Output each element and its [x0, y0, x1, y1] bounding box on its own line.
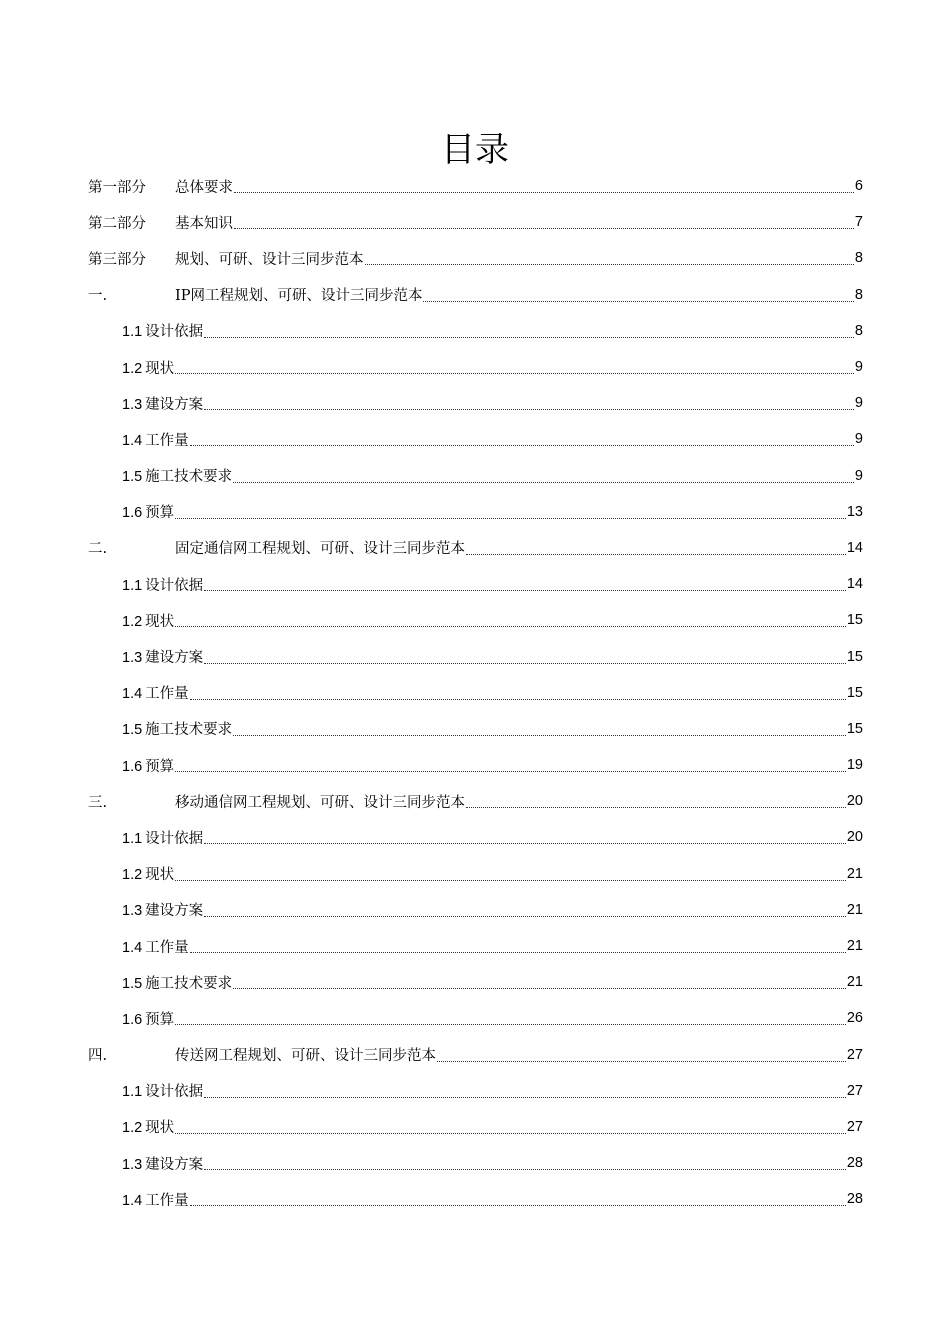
toc-page-number: 21 — [846, 901, 863, 918]
toc-page-number: 9 — [854, 395, 863, 412]
toc-entry-label — [122, 718, 232, 739]
toc-entry[interactable] — [88, 530, 863, 566]
toc-entry-label — [122, 429, 189, 450]
toc-page-number: 15 — [846, 648, 863, 665]
toc-entry-number: 1.3 — [122, 1156, 143, 1173]
toc-entry-text: 建设方案 — [145, 650, 204, 667]
toc-entry-text: 总体要求 — [175, 179, 233, 196]
toc-entry-text: 施工技术要求 — [145, 975, 233, 992]
toc-leader-dots — [204, 589, 846, 591]
toc-leader-dots — [190, 698, 846, 700]
toc-entry-number: 1.4 — [122, 432, 143, 449]
toc-entry-number: 1.6 — [122, 505, 143, 522]
toc-page-number: 15 — [846, 612, 863, 629]
toc-entry-text: 工作量 — [145, 686, 189, 703]
toc-entry-text: 预算 — [145, 505, 175, 522]
toc-page-number: 27 — [846, 1046, 863, 1063]
toc-page-number: 26 — [846, 1010, 863, 1027]
toc-entry[interactable] — [88, 1109, 863, 1145]
toc-entry-number: 一. — [88, 288, 108, 305]
toc-page-number: 20 — [846, 829, 863, 846]
toc-entry[interactable] — [88, 385, 863, 421]
toc-entry[interactable] — [88, 566, 863, 602]
toc-entry-number: 第二部分 — [88, 215, 146, 232]
toc-leader-dots — [233, 987, 846, 989]
toc-entry-text: 工作量 — [145, 939, 189, 956]
toc-leader-dots — [175, 625, 846, 627]
toc-entry-text: 设计依据 — [145, 577, 204, 594]
toc-entry-number: 1.6 — [122, 758, 143, 775]
toc-entry-number: 二. — [88, 541, 108, 558]
toc-entry-text: 基本知识 — [175, 215, 233, 232]
toc-entry-number: 1.1 — [122, 830, 143, 847]
toc-leader-dots — [437, 1060, 846, 1062]
toc-page-number: 9 — [854, 359, 863, 376]
toc-entry[interactable] — [88, 204, 863, 240]
toc-entry[interactable] — [88, 1073, 863, 1109]
toc-leader-dots — [204, 662, 846, 664]
toc-entry-label — [122, 1080, 203, 1101]
toc-entry[interactable] — [88, 856, 863, 892]
toc-entry-number: 1.6 — [122, 1011, 143, 1028]
toc-entry-number: 1.3 — [122, 396, 143, 413]
toc-entry-label — [122, 682, 189, 703]
toc-page-number: 20 — [846, 793, 863, 810]
toc-entry-text: 固定通信网工程规划、可研、设计三同步范本 — [175, 541, 465, 558]
toc-entry[interactable] — [88, 1037, 863, 1073]
toc-page-number: 6 — [854, 178, 863, 195]
toc-leader-dots — [204, 1168, 846, 1170]
toc-leader-dots — [204, 1096, 846, 1098]
toc-page-number: 19 — [846, 757, 863, 774]
toc-leader-dots — [466, 806, 846, 808]
toc-leader-dots — [234, 227, 854, 229]
toc-entry[interactable] — [88, 783, 863, 819]
toc-entry-text: 设计依据 — [145, 830, 204, 847]
toc-entry-label — [122, 1189, 189, 1210]
toc-entry-number: 1.5 — [122, 975, 143, 992]
toc-entry[interactable] — [88, 1181, 863, 1217]
toc-leader-dots — [175, 770, 846, 772]
toc-entry-text: 预算 — [145, 758, 175, 775]
toc-leader-dots — [466, 553, 846, 555]
toc-page-number: 28 — [846, 1191, 863, 1208]
toc-entry[interactable] — [88, 1145, 863, 1181]
toc-leader-dots — [204, 915, 846, 917]
toc-entry-text: 设计依据 — [145, 1084, 204, 1101]
toc-entry[interactable] — [88, 819, 863, 855]
toc-leader-dots — [175, 517, 846, 519]
toc-entry-label — [122, 393, 203, 414]
toc-title: 目录 — [441, 130, 509, 170]
toc-entry-text: 现状 — [145, 360, 175, 377]
toc-entry[interactable] — [88, 349, 863, 385]
toc-entry[interactable] — [88, 675, 863, 711]
toc-entry-text: 预算 — [145, 1011, 175, 1028]
toc-entry[interactable] — [88, 928, 863, 964]
toc-entry-label — [122, 501, 174, 522]
toc-entry-label — [122, 357, 174, 378]
toc-entry-label — [88, 248, 364, 269]
toc-page-number: 28 — [846, 1155, 863, 1172]
toc-entry-number: 1.4 — [122, 1192, 143, 1209]
toc-entry-text: 施工技术要求 — [145, 722, 233, 739]
toc-entry-label — [122, 972, 232, 993]
toc-entry-number: 1.2 — [122, 613, 143, 630]
toc-entry[interactable] — [88, 240, 863, 276]
toc-entry-number: 1.5 — [122, 469, 143, 486]
toc-entry-number: 1.2 — [122, 1120, 143, 1137]
toc-leader-dots — [175, 879, 846, 881]
toc-entry[interactable] — [88, 1000, 863, 1036]
toc-page-number: 9 — [854, 467, 863, 484]
toc-entry-number: 1.2 — [122, 360, 143, 377]
toc-entry-label — [122, 610, 174, 631]
toc-entry-text: 工作量 — [145, 432, 189, 449]
toc-leader-dots — [190, 951, 846, 953]
toc-page-number: 27 — [846, 1082, 863, 1099]
toc-entry-text: 传送网工程规划、可研、设计三同步范本 — [175, 1048, 436, 1065]
toc-leader-dots — [175, 1023, 846, 1025]
toc-entry-label — [122, 899, 203, 920]
toc-entry-label — [88, 791, 465, 812]
toc-entry-label — [122, 465, 232, 486]
toc-entry[interactable] — [88, 458, 863, 494]
toc-entry[interactable] — [88, 638, 863, 674]
toc-entry-number: 1.4 — [122, 939, 143, 956]
toc-entry-text: 建设方案 — [145, 903, 204, 920]
toc-entry-label — [88, 537, 465, 558]
toc-entry-label — [122, 574, 203, 595]
toc-entry-label — [122, 320, 203, 341]
toc-entry-number: 三. — [88, 794, 108, 811]
toc-leader-dots — [175, 1132, 846, 1134]
toc-entry-label — [122, 1153, 203, 1174]
toc-page-number: 8 — [854, 322, 863, 339]
toc-entry-text: 建设方案 — [145, 396, 204, 413]
table-of-contents — [88, 168, 863, 1217]
toc-leader-dots — [175, 372, 854, 374]
toc-page-number: 14 — [846, 539, 863, 556]
toc-entry-text: 现状 — [145, 867, 175, 884]
toc-entry[interactable] — [88, 747, 863, 783]
toc-entry-label — [122, 1116, 174, 1137]
toc-page-number: 21 — [846, 974, 863, 991]
toc-entry-text: 设计依据 — [145, 324, 204, 341]
toc-entry-number: 1.3 — [122, 903, 143, 920]
toc-entry-text: 建设方案 — [145, 1156, 204, 1173]
toc-entry-text: 施工技术要求 — [145, 469, 233, 486]
toc-leader-dots — [233, 734, 846, 736]
toc-entry-text: 现状 — [145, 1120, 175, 1137]
toc-entry[interactable] — [88, 168, 863, 204]
toc-entry-label — [88, 176, 233, 197]
toc-entry-label — [122, 1008, 174, 1029]
toc-page-number: 7 — [854, 214, 863, 231]
toc-page-number: 15 — [846, 720, 863, 737]
toc-entry-text: 移动通信网工程规划、可研、设计三同步范本 — [175, 794, 465, 811]
toc-entry-number: 四. — [88, 1048, 108, 1065]
toc-entry[interactable] — [88, 892, 863, 928]
toc-page-number: 8 — [854, 250, 863, 267]
toc-entry-label — [122, 827, 203, 848]
toc-entry-number: 1.1 — [122, 577, 143, 594]
toc-entry-number: 1.3 — [122, 650, 143, 667]
toc-entry-label — [122, 755, 174, 776]
toc-entry-number: 1.4 — [122, 686, 143, 703]
toc-entry-number: 1.1 — [122, 1084, 143, 1101]
toc-entry[interactable] — [88, 313, 863, 349]
toc-entry-number: 1.5 — [122, 722, 143, 739]
toc-entry[interactable] — [88, 964, 863, 1000]
toc-leader-dots — [204, 408, 854, 410]
toc-entry[interactable] — [88, 711, 863, 747]
toc-leader-dots — [204, 336, 854, 338]
toc-entry-number: 1.1 — [122, 324, 143, 341]
toc-leader-dots — [423, 300, 853, 302]
toc-leader-dots — [190, 1204, 846, 1206]
toc-page-number: 27 — [846, 1118, 863, 1135]
toc-entry-label — [122, 863, 174, 884]
toc-page-number: 15 — [846, 684, 863, 701]
toc-entry-text: 工作量 — [145, 1192, 189, 1209]
toc-entry[interactable] — [88, 602, 863, 638]
toc-entry-label — [88, 1044, 436, 1065]
toc-page-number: 13 — [846, 503, 863, 520]
toc-entry[interactable] — [88, 494, 863, 530]
toc-entry-number: 第一部分 — [88, 179, 146, 196]
toc-leader-dots — [233, 481, 854, 483]
toc-entry[interactable] — [88, 421, 863, 457]
toc-page-number: 21 — [846, 865, 863, 882]
toc-page-number: 21 — [846, 938, 863, 955]
toc-leader-dots — [234, 191, 854, 193]
toc-entry-text: 规划、可研、设计三同步范本 — [175, 251, 364, 268]
toc-entry-text: 现状 — [145, 613, 175, 630]
toc-leader-dots — [204, 842, 846, 844]
toc-page-number: 14 — [846, 576, 863, 593]
toc-leader-dots — [190, 444, 854, 446]
toc-entry-label — [122, 936, 189, 957]
toc-page-number: 8 — [854, 286, 863, 303]
toc-leader-dots — [365, 263, 854, 265]
toc-entry-label — [88, 284, 422, 305]
toc-page-number: 9 — [854, 431, 863, 448]
toc-entry-label — [88, 212, 233, 233]
toc-entry[interactable] — [88, 277, 863, 313]
toc-entry-number: 1.2 — [122, 867, 143, 884]
toc-entry-label — [122, 646, 203, 667]
toc-entry-number: 第三部分 — [88, 251, 146, 268]
toc-entry-text: IP网工程规划、可研、设计三同步范本 — [175, 288, 423, 305]
